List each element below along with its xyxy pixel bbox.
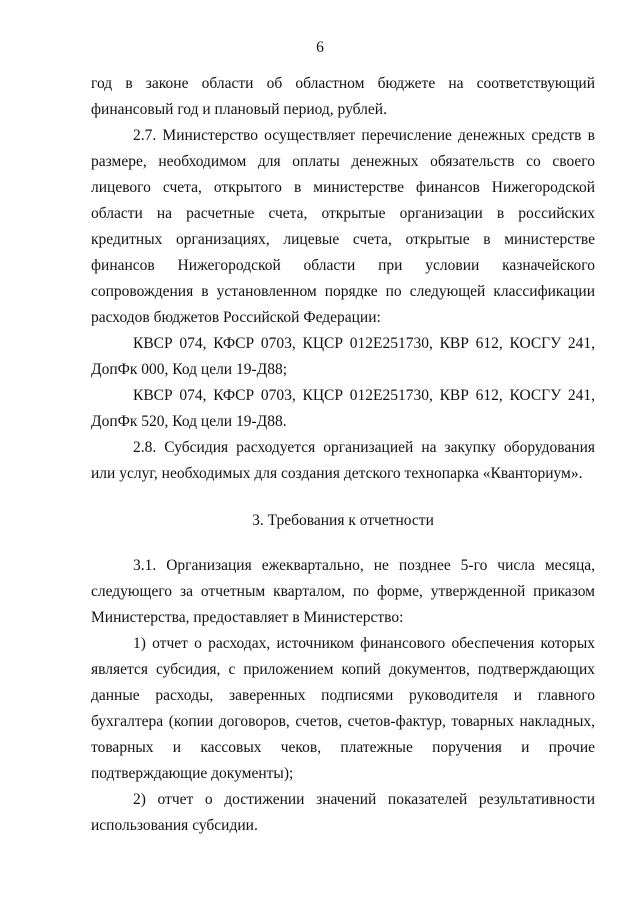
paragraph-3-1: 3.1. Организация ежеквартально, не позднее 5-го числа месяца, следующего за отчетным кварталом, по форме, утвержденной приказом Министерства, предоставляет в Министерство: [91, 557, 595, 626]
budget-classification-code-1: КВСР 074, КФСР 0703, КЦСР 012Е251730, КВР 612, КОСГУ 241, ДопФк 000, Код цели 19-Д88; [91, 335, 595, 378]
paragraph-continuation: год в законе области об областном бюджете на соответствующий финансовый год и плановый период, рублей. [91, 75, 595, 118]
paragraph-2-7: 2.7. Министерство осуществляет перечисление денежных средств в размере, необходимом для оплаты денежных обязательств со своего лицевого счета, открытого в министерстве финансов Нижегородской области на расчетные счета, открытые организации в российских кредитных организациях, лицевые счета, открытые в министерстве финансов Нижегородской области при условии казначейского сопровождения в установленном порядке по следующей классификации расходов бюджетов Российской Федерации: [91, 127, 595, 326]
document-body [91, 71, 595, 839]
list-item-expense-report: 1) отчет о расходах, источником финансового обеспечения которых является субсидия, с приложением копий документов, подтверждающих данные расходы, заверенных подписями руководителя и главного бухгалтера (копии договоров, счетов, счетов-фактур, товарных накладных, товарных и кассовых чеков, платежные поручения и прочие подтверждающие документы); [91, 635, 595, 782]
page-number: 6 [316, 39, 324, 56]
budget-classification-code-2: КВСР 074, КФСР 0703, КЦСР 012Е251730, КВР 612, КОСГУ 241, ДопФк 520, Код цели 19-Д88. [91, 387, 595, 430]
list-item-performance-report: 2) отчет о достижении значений показателей результативности использования субсидии. [91, 791, 595, 834]
paragraph-2-8: 2.8. Субсидия расходуется организацией на закупку оборудования или услуг, необходимых для создания детского технопарка «Кванториум». [91, 439, 595, 482]
section-heading-reporting: 3. Требования к отчетности [252, 512, 434, 529]
